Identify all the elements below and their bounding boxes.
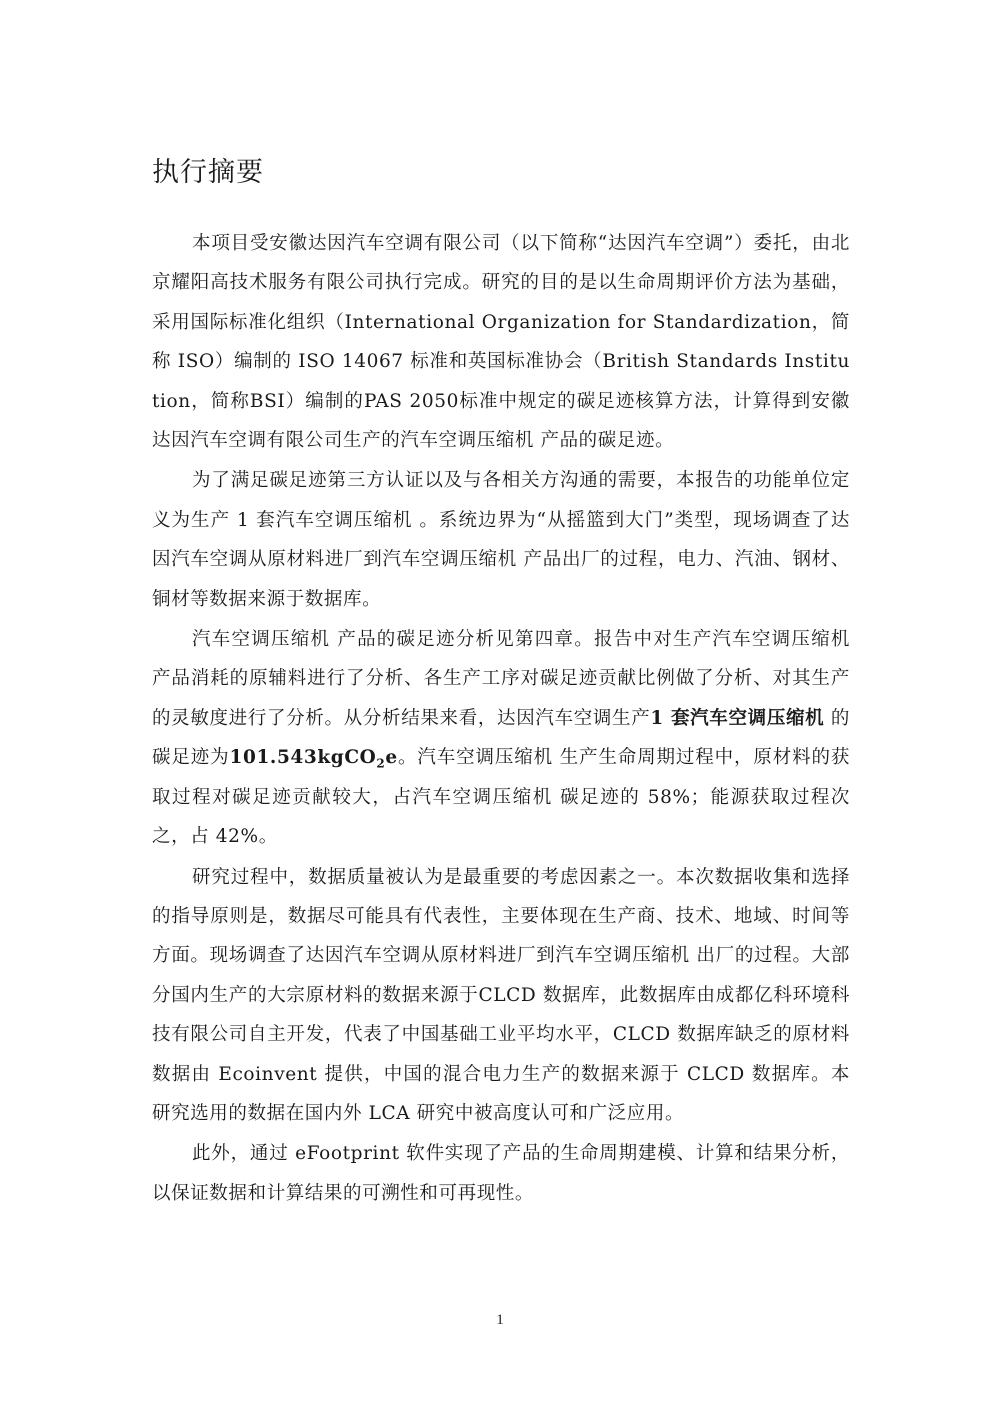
carbon-value: 101.543kgCO [229, 747, 377, 769]
results-value-bold [229, 747, 398, 771]
section-title: 执行摘要 [152, 157, 264, 188]
carbon-suffix: e [385, 747, 398, 769]
paragraph-commission: 本项目受安徽达因汽车空调有限公司（以下简称“达因汽车空调”）委托，由北京耀阳高技术服务有限公司执行完成。研究的目的是以生命周期评价方法为基础，采用国际标准化组织（International Organization for Standardization，简称 ISO）编制的 ISO 14067 标准和英国标准协会（British Standards Institution，简称BSI）编制的PAS 2050标准中规定的碳足迹核算方法，计算得到安徽达因汽车空调有限公司生产的汽车空调压缩机 产品的碳足迹。 [152, 233, 850, 452]
summary-body [152, 224, 850, 1214]
paragraph-results [152, 620, 850, 856]
paragraph-software: 此外，通过 eFootprint 软件实现了产品的生命周期建模、计算和结果分析，以保证数据和计算结果的可溯性和可再现性。 [152, 1143, 850, 1204]
paragraph-data-quality: 研究过程中，数据质量被认为是最重要的考虑因素之一。本次数据收集和选择的指导原则是，数据尽可能具有代表性，主要体现在生产商、技术、地域、时间等方面。现场调查了达因汽车空调从原材料进厂到汽车空调压缩机 出厂的过程。大部分国内生产的大宗原材料的数据来源于CLCD 数据库，此数据库由成都亿科环境科技有限公司自主开发，代表了中国基础工业平均水平，CLCD 数据库缺乏的原材料数据由 Ecoinvent 提供，中国的混合电力生产的数据来源于 CLCD 数据库。本研究选用的数据在国内外 LCA 研究中被高度认可和广泛应用。 [152, 866, 850, 1124]
paragraph-functional-unit: 为了满足碳足迹第三方认证以及与各相关方沟通的需要，本报告的功能单位定义为生产 1 套汽车空调压缩机 。系统边界为“从摇篮到大门”类型，现场调查了达因汽车空调从原材料进厂到汽车空调压缩机 产品出厂的过程，电力、汽油、钢材、铜材等数据来源于数据库。 [152, 470, 850, 610]
results-unit-bold: 1 套汽车空调压缩机 [650, 707, 825, 729]
results-text-b: 的碳足迹为 [152, 707, 850, 769]
results-text-a: 汽车空调压缩机 产品的碳足迹分析见第四章。报告中对生产汽车空调压缩机 产品消耗的原辅料进行了分析、各生产工序对碳足迹贡献比例做了分析、对其生产的灵敏度进行了分析。从分析结果来看，达因汽车空调生产 [152, 629, 850, 729]
carbon-subscript: 2 [376, 756, 386, 771]
page-number: 1 [496, 1312, 504, 1328]
results-text-c: 。汽车空调压缩机 生产生命周期过程中，原材料的获取过程对碳足迹贡献较大，占汽车空调压缩机 碳足迹的 58%；能源获取过程次之，占 42%。 [152, 747, 850, 848]
